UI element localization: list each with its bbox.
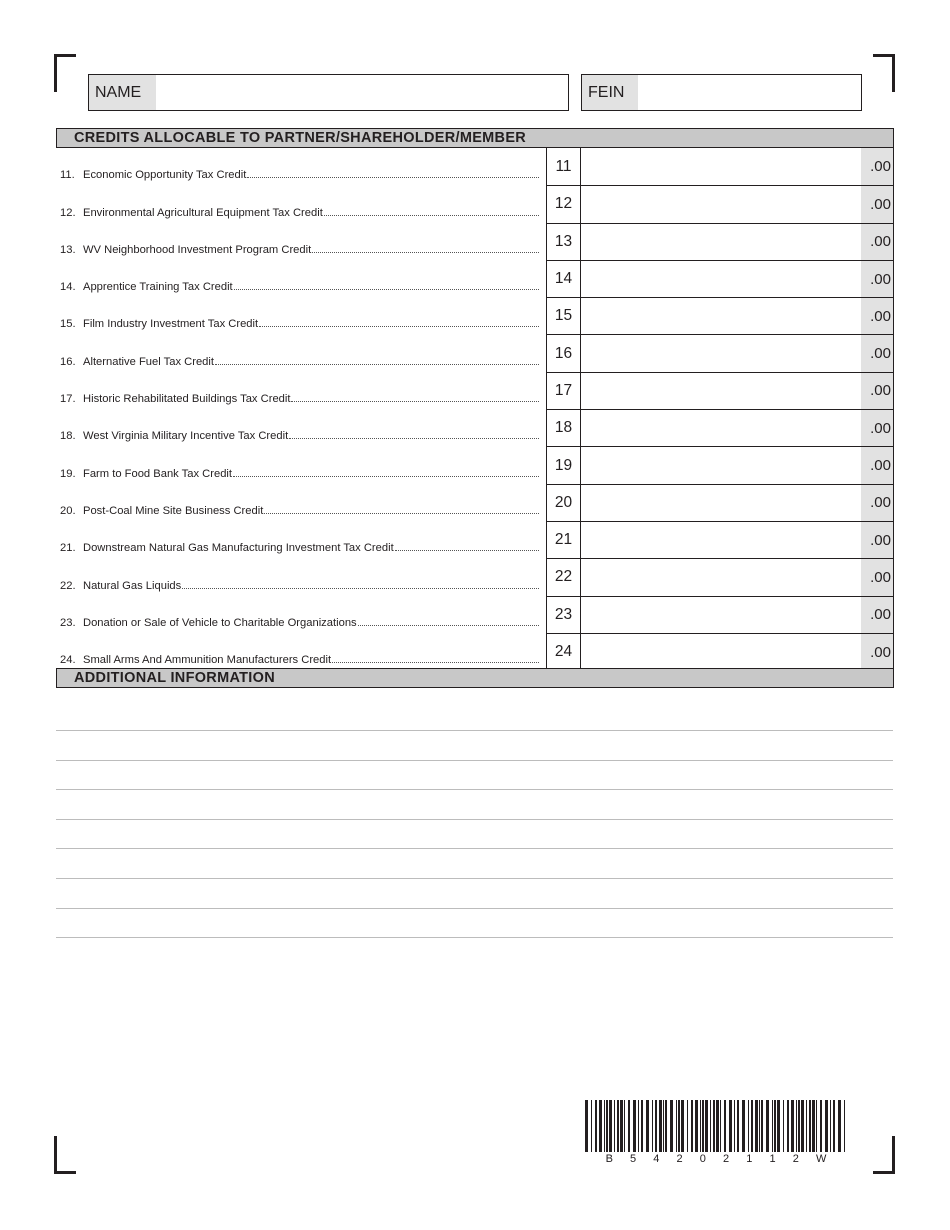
cents-label: .00 xyxy=(861,634,893,670)
credit-row xyxy=(56,596,894,633)
credit-label: Apprentice Training Tax Credit xyxy=(83,281,233,294)
additional-info-line[interactable] xyxy=(56,760,893,790)
credit-number: 16. xyxy=(60,355,76,368)
credit-row xyxy=(56,446,894,483)
barcode-bar xyxy=(628,1100,630,1152)
barcode-char: 4 xyxy=(653,1153,660,1165)
barcode-bar xyxy=(759,1100,760,1152)
barcode-bar xyxy=(595,1100,597,1152)
line-number: 21 xyxy=(546,521,581,558)
credit-number: 24. xyxy=(60,654,76,667)
barcode-bar xyxy=(710,1100,711,1152)
cents-label: .00 xyxy=(861,597,893,633)
barcode-bar xyxy=(713,1100,715,1152)
additional-info-line[interactable] xyxy=(56,730,893,760)
credit-amount-input[interactable] xyxy=(581,485,861,521)
barcode-bar xyxy=(798,1100,800,1152)
credit-description xyxy=(60,393,542,405)
dot-leader xyxy=(289,437,539,439)
barcode-bar xyxy=(751,1100,753,1152)
credit-number: 12. xyxy=(60,206,76,219)
barcode-bar xyxy=(783,1100,784,1152)
line-number: 23 xyxy=(546,596,581,633)
barcode-bar xyxy=(774,1100,776,1152)
barcode-bar xyxy=(838,1100,841,1152)
credit-row xyxy=(56,558,894,595)
barcode-bar xyxy=(787,1100,789,1152)
barcode-bar xyxy=(652,1100,653,1152)
credit-number: 23. xyxy=(60,616,76,629)
credit-label: Film Industry Investment Tax Credit xyxy=(83,318,259,331)
barcode-bar xyxy=(720,1100,721,1152)
barcode-bar xyxy=(609,1100,612,1152)
fein-input[interactable] xyxy=(638,75,861,110)
barcode-bar xyxy=(665,1100,667,1152)
credit-amount-field xyxy=(581,446,894,483)
credit-description xyxy=(60,580,542,592)
cents-label: .00 xyxy=(861,186,893,222)
barcode-bar xyxy=(724,1100,726,1152)
additional-info-line[interactable] xyxy=(56,848,893,878)
credit-amount-input[interactable] xyxy=(581,298,861,334)
additional-info-line[interactable] xyxy=(56,878,893,908)
barcode-bar xyxy=(624,1100,625,1152)
additional-info-line[interactable] xyxy=(56,937,893,967)
barcode-char: 5 xyxy=(630,1153,637,1165)
credit-amount-field xyxy=(581,521,894,558)
credit-label: WV Neighborhood Investment Program Credit xyxy=(83,243,312,256)
credit-amount-input[interactable] xyxy=(581,373,861,409)
name-label: NAME xyxy=(89,75,156,110)
dot-leader xyxy=(395,549,539,551)
credit-amount-input[interactable] xyxy=(581,597,861,633)
barcode-text xyxy=(583,1153,849,1165)
cents-label: .00 xyxy=(861,224,893,260)
credit-number: 19. xyxy=(60,467,76,480)
barcode-bar xyxy=(641,1100,643,1152)
credit-description xyxy=(60,617,542,629)
credit-row xyxy=(56,297,894,334)
barcode-bar xyxy=(663,1100,664,1152)
cents-label: .00 xyxy=(861,335,893,371)
barcode-bar xyxy=(678,1100,680,1152)
dot-leader xyxy=(234,288,539,290)
line-number: 14 xyxy=(546,260,581,297)
barcode-bar xyxy=(617,1100,619,1152)
credits-section-header: CREDITS ALLOCABLE TO PARTNER/SHAREHOLDER/MEMBER xyxy=(56,128,894,148)
barcode-graphic xyxy=(583,1100,849,1152)
barcode-bar xyxy=(791,1100,794,1152)
barcode-bar xyxy=(700,1100,701,1152)
credit-number: 11. xyxy=(60,169,75,182)
barcode-char: 2 xyxy=(723,1153,730,1165)
credit-number: 13. xyxy=(60,243,76,256)
barcode-bar xyxy=(695,1100,698,1152)
credit-description xyxy=(60,356,542,368)
barcode-bar xyxy=(691,1100,693,1152)
credit-row xyxy=(56,409,894,446)
credit-description xyxy=(60,169,542,181)
credit-amount-input[interactable] xyxy=(581,559,861,595)
credit-amount-field xyxy=(581,185,894,222)
barcode-bar xyxy=(676,1100,677,1152)
credit-label: Donation or Sale of Vehicle to Charitable Organizations xyxy=(83,616,357,629)
cents-label: .00 xyxy=(861,298,893,334)
credit-amount-input[interactable] xyxy=(581,522,861,558)
credit-label: Economic Opportunity Tax Credit xyxy=(83,169,247,182)
credit-number: 21. xyxy=(60,542,76,555)
barcode-bar xyxy=(761,1100,763,1152)
cents-label: .00 xyxy=(861,373,893,409)
credit-row xyxy=(56,633,894,670)
barcode-bar xyxy=(591,1100,592,1152)
barcode-char: 0 xyxy=(699,1153,706,1165)
barcode-bar xyxy=(742,1100,745,1152)
cents-label: .00 xyxy=(861,148,893,185)
credits-table xyxy=(56,148,894,670)
credit-label: Natural Gas Liquids xyxy=(83,579,182,592)
line-number: 18 xyxy=(546,409,581,446)
cents-label: .00 xyxy=(861,447,893,483)
barcode-char: 1 xyxy=(769,1153,776,1165)
barcode-bar xyxy=(604,1100,605,1152)
additional-info-line[interactable] xyxy=(56,789,893,819)
barcode-bar xyxy=(633,1100,636,1152)
dot-leader xyxy=(324,214,539,216)
barcode-bar xyxy=(620,1100,623,1152)
line-number: 16 xyxy=(546,334,581,371)
credit-label: Post-Coal Mine Site Business Credit xyxy=(83,504,264,517)
credit-amount-input[interactable] xyxy=(581,335,861,371)
cents-label: .00 xyxy=(861,522,893,558)
credit-number: 15. xyxy=(60,318,76,331)
credit-row xyxy=(56,372,894,409)
credit-amount-field xyxy=(581,148,894,185)
credit-description xyxy=(60,244,542,256)
dot-leader xyxy=(312,251,539,253)
barcode-bar xyxy=(772,1100,773,1152)
additional-info-line[interactable] xyxy=(56,908,893,938)
credit-row xyxy=(56,334,894,371)
credit-description xyxy=(60,207,542,219)
credit-row xyxy=(56,148,894,185)
barcode-bar xyxy=(844,1100,845,1152)
line-number: 17 xyxy=(546,372,581,409)
barcode-bar xyxy=(614,1100,615,1152)
dot-leader xyxy=(259,325,539,327)
registration-mark-bottom-right xyxy=(873,1136,895,1174)
barcode-char: W xyxy=(816,1153,827,1165)
barcode xyxy=(583,1100,849,1152)
dot-leader xyxy=(264,512,539,514)
line-number: 13 xyxy=(546,223,581,260)
additional-info-header: ADDITIONAL INFORMATION xyxy=(56,668,894,688)
credit-description xyxy=(60,318,542,330)
credit-description xyxy=(60,281,542,293)
barcode-bar xyxy=(655,1100,657,1152)
line-number: 12 xyxy=(546,185,581,222)
name-input[interactable] xyxy=(156,75,568,110)
barcode-bar xyxy=(737,1100,739,1152)
dot-leader xyxy=(332,661,539,663)
dot-leader xyxy=(247,176,539,178)
barcode-bar xyxy=(734,1100,735,1152)
credit-amount-field xyxy=(581,260,894,297)
line-number: 15 xyxy=(546,297,581,334)
barcode-bar xyxy=(825,1100,828,1152)
credit-number: 22. xyxy=(60,579,76,592)
barcode-bar xyxy=(816,1100,817,1152)
credit-description xyxy=(60,505,542,517)
barcode-bar xyxy=(606,1100,608,1152)
cents-label: .00 xyxy=(861,485,893,521)
barcode-char: 2 xyxy=(792,1153,799,1165)
credit-amount-field xyxy=(581,297,894,334)
credit-amount-input[interactable] xyxy=(581,261,861,297)
additional-info-line[interactable] xyxy=(56,819,893,849)
barcode-bar xyxy=(796,1100,797,1152)
credit-label: Environmental Agricultural Equipment Tax Credit xyxy=(83,206,323,219)
credit-row xyxy=(56,521,894,558)
barcode-bar xyxy=(830,1100,831,1152)
barcode-char: 1 xyxy=(746,1153,753,1165)
barcode-bar xyxy=(812,1100,815,1152)
registration-mark-bottom-left xyxy=(54,1136,76,1174)
credit-number: 20. xyxy=(60,504,76,517)
barcode-bar xyxy=(687,1100,688,1152)
line-number: 20 xyxy=(546,484,581,521)
barcode-bar xyxy=(659,1100,662,1152)
barcode-bar xyxy=(748,1100,749,1152)
barcode-bar xyxy=(705,1100,708,1152)
credit-number: 14. xyxy=(60,281,76,294)
barcode-char: 2 xyxy=(676,1153,683,1165)
credit-amount-field xyxy=(581,409,894,446)
credit-number: 18. xyxy=(60,430,76,443)
credit-label: West Virginia Military Incentive Tax Credit xyxy=(83,430,289,443)
barcode-bar xyxy=(638,1100,639,1152)
credit-description xyxy=(60,542,542,554)
credit-description xyxy=(60,468,542,480)
credit-label: Historic Rehabilitated Buildings Tax Credit xyxy=(83,393,291,406)
cents-label: .00 xyxy=(861,261,893,297)
credit-description xyxy=(60,430,542,442)
line-number: 19 xyxy=(546,446,581,483)
barcode-bar xyxy=(755,1100,758,1152)
credit-amount-field xyxy=(581,372,894,409)
registration-mark-top-right xyxy=(873,54,895,92)
additional-info-lines xyxy=(56,730,893,967)
fein-box xyxy=(581,74,862,111)
credit-amount-input[interactable] xyxy=(581,447,861,483)
barcode-bar xyxy=(809,1100,811,1152)
credit-label: Alternative Fuel Tax Credit xyxy=(83,355,214,368)
fein-label: FEIN xyxy=(582,75,638,110)
credit-amount-field xyxy=(581,558,894,595)
name-box xyxy=(88,74,569,111)
barcode-bar xyxy=(820,1100,822,1152)
credit-amount-input[interactable] xyxy=(581,410,861,446)
credit-amount-input[interactable] xyxy=(581,148,861,185)
cents-label: .00 xyxy=(861,559,893,595)
dot-leader xyxy=(291,400,539,402)
barcode-bar xyxy=(777,1100,780,1152)
barcode-bar xyxy=(599,1100,602,1152)
barcode-bar xyxy=(766,1100,769,1152)
barcode-char: B xyxy=(605,1153,613,1165)
credit-amount-field xyxy=(581,633,894,670)
line-number: 22 xyxy=(546,558,581,595)
cents-label: .00 xyxy=(861,410,893,446)
dot-leader xyxy=(215,363,539,365)
credit-row xyxy=(56,223,894,260)
credit-label: Farm to Food Bank Tax Credit xyxy=(83,467,233,480)
barcode-bar xyxy=(806,1100,807,1152)
barcode-bar xyxy=(670,1100,673,1152)
dot-leader xyxy=(182,587,539,589)
barcode-bar xyxy=(681,1100,684,1152)
credit-amount-field xyxy=(581,596,894,633)
credit-amount-input[interactable] xyxy=(581,224,861,260)
barcode-bar xyxy=(585,1100,588,1152)
credit-label: Small Arms And Ammunition Manufacturers Credit xyxy=(83,654,332,667)
credit-amount-input[interactable] xyxy=(581,186,861,222)
credit-amount-field xyxy=(581,334,894,371)
barcode-bar xyxy=(702,1100,704,1152)
line-number: 11 xyxy=(546,148,581,185)
registration-mark-top-left xyxy=(54,54,76,92)
dot-leader xyxy=(358,624,539,626)
credit-row xyxy=(56,484,894,521)
barcode-bar xyxy=(716,1100,719,1152)
credit-amount-input[interactable] xyxy=(581,634,861,670)
barcode-bar xyxy=(801,1100,804,1152)
dot-leader xyxy=(233,475,539,477)
line-number: 24 xyxy=(546,633,581,670)
credit-number: 17. xyxy=(60,393,76,406)
credit-amount-field xyxy=(581,223,894,260)
credit-amount-field xyxy=(581,484,894,521)
credit-row xyxy=(56,185,894,222)
credit-row xyxy=(56,260,894,297)
barcode-bar xyxy=(646,1100,649,1152)
credit-label: Downstream Natural Gas Manufacturing Investment Tax Credit xyxy=(83,542,394,555)
credit-description xyxy=(60,654,542,666)
barcode-bar xyxy=(729,1100,732,1152)
barcode-bar xyxy=(833,1100,835,1152)
